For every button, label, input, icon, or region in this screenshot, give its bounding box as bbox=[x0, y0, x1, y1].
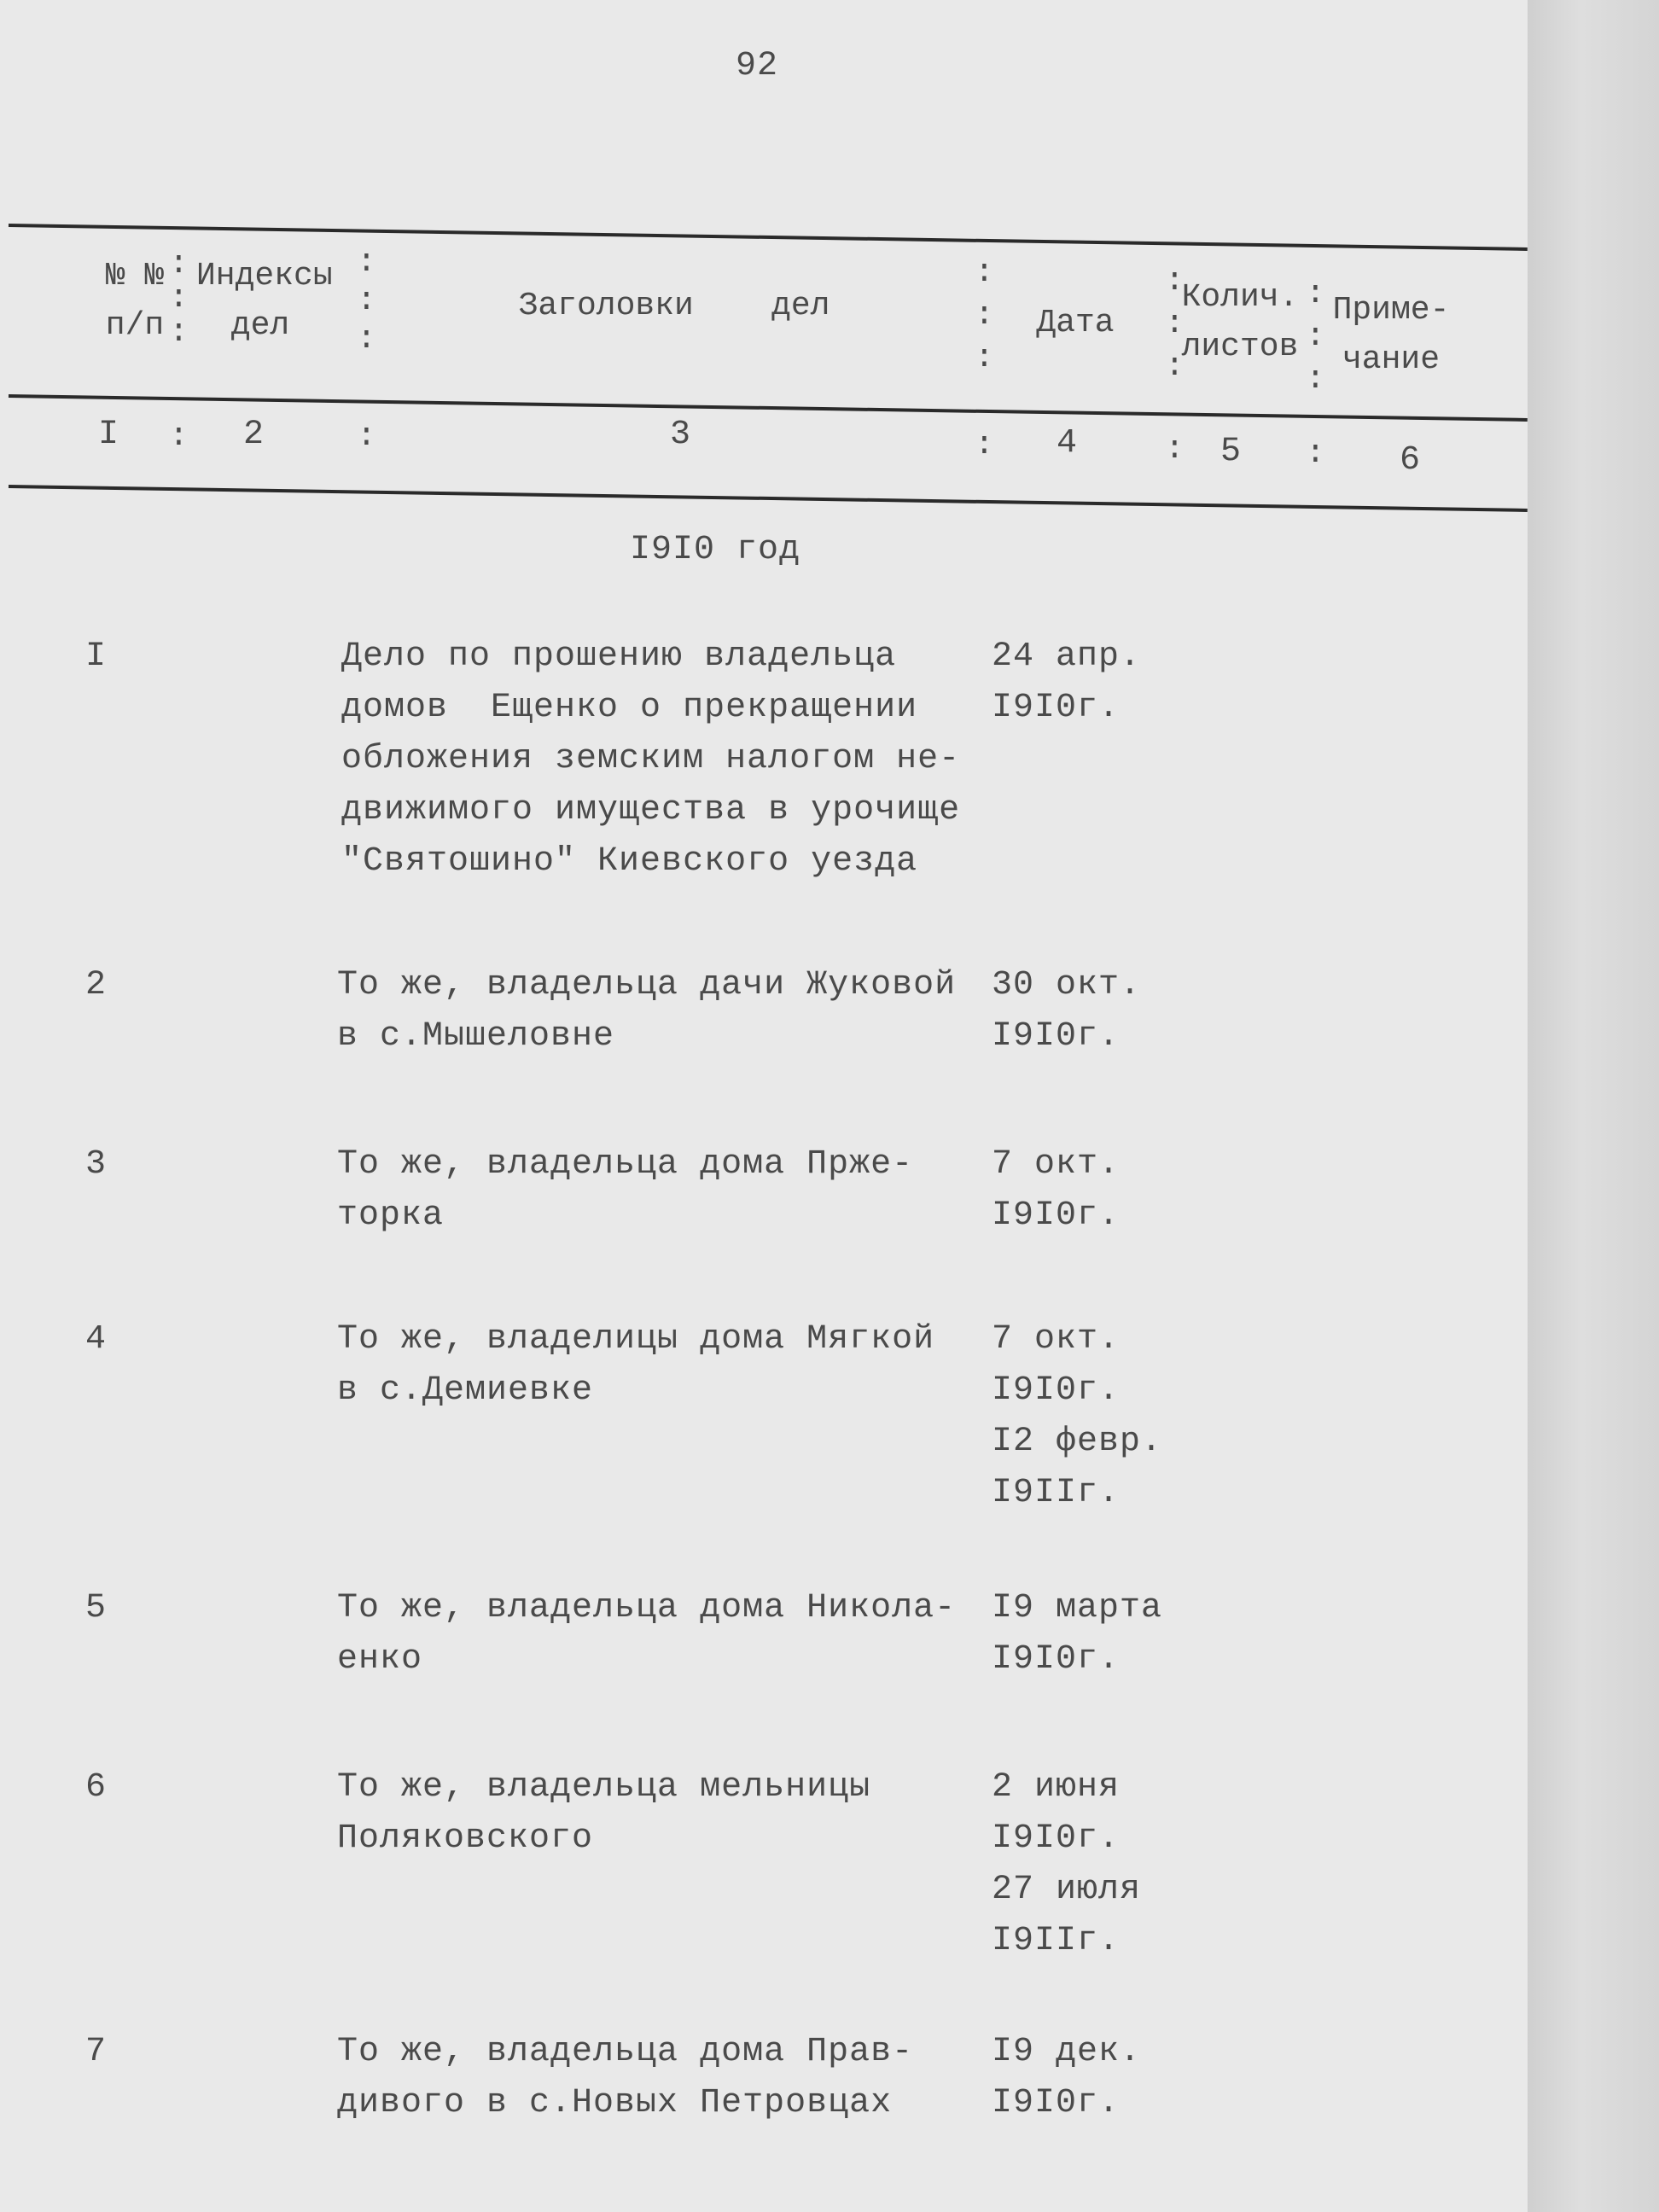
row-date: 2 июня I9I0г. 27 июля I9IIг. bbox=[992, 1768, 1142, 1960]
col-header-notes: Приме- чание bbox=[1332, 292, 1450, 378]
col-header-index: Индексы дел bbox=[196, 258, 333, 344]
column-separator: : : : bbox=[1165, 263, 1185, 385]
row-title: Дело по прошению владельца домов Ещенко о прекращении обложения земским налогом не- движимого имущества в урочище "Святошино" Киевского уезда bbox=[341, 637, 961, 881]
col-header-date: Дата bbox=[1036, 305, 1115, 341]
col-number-4: 4 bbox=[1057, 424, 1079, 463]
row-number: 7 bbox=[85, 2033, 108, 2071]
col-number-1: I bbox=[98, 416, 120, 454]
row-number: 2 bbox=[85, 966, 108, 1004]
row-date: I9 дек. I9I0г. bbox=[992, 2033, 1142, 2122]
row-date: 7 окт. I9I0г. I2 февр. I9IIг. bbox=[992, 1320, 1163, 1512]
column-separator: : bbox=[1165, 431, 1185, 468]
row-title: То же, владельца дачи Жуковой в с.Мышеловне bbox=[337, 966, 957, 1056]
column-separator: : : : bbox=[357, 244, 376, 358]
row-date: 7 окт. I9I0г. bbox=[992, 1145, 1121, 1235]
row-number: 5 bbox=[85, 1589, 108, 1627]
section-heading: I9I0 год bbox=[630, 531, 801, 569]
row-number: 6 bbox=[85, 1768, 108, 1807]
col-number-5: 5 bbox=[1220, 433, 1243, 471]
row-title: То же, владельца дома Никола- енко bbox=[337, 1589, 957, 1679]
page-number: 92 bbox=[736, 47, 779, 85]
column-separator: : : : bbox=[1306, 276, 1325, 398]
row-number: 3 bbox=[85, 1145, 108, 1184]
col-header-title: Заголовки дел bbox=[518, 288, 830, 324]
column-separator: : : : bbox=[169, 246, 189, 351]
column-separator: : bbox=[1306, 435, 1325, 472]
col-number-6: 6 bbox=[1400, 441, 1422, 480]
column-separator: : : : bbox=[975, 254, 994, 376]
col-number-2: 2 bbox=[243, 416, 265, 454]
col-number-3: 3 bbox=[670, 416, 692, 454]
col-header-number: № № п/п bbox=[105, 258, 165, 344]
row-number: I bbox=[85, 637, 108, 676]
col-header-sheets: Колич. листов bbox=[1181, 279, 1299, 365]
row-date: I9 марта I9I0г. bbox=[992, 1589, 1163, 1679]
row-title: То же, владельца дома Прав- дивого в с.Новых Петровцах bbox=[337, 2033, 914, 2122]
row-title: То же, владелицы дома Мягкой в с.Демиевке bbox=[337, 1320, 935, 1410]
row-date: 30 окт. I9I0г. bbox=[992, 966, 1142, 1056]
row-title: То же, владельца дома Прже- торка bbox=[337, 1145, 914, 1235]
row-number: 4 bbox=[85, 1320, 108, 1359]
row-date: 24 апр. I9I0г. bbox=[992, 637, 1142, 727]
row-title: То же, владельца мельницы Поляковского bbox=[337, 1768, 871, 1858]
column-separator: : bbox=[357, 418, 376, 455]
column-separator: : bbox=[169, 418, 189, 455]
column-separator: : bbox=[975, 427, 994, 463]
page-edge bbox=[1528, 0, 1659, 2212]
